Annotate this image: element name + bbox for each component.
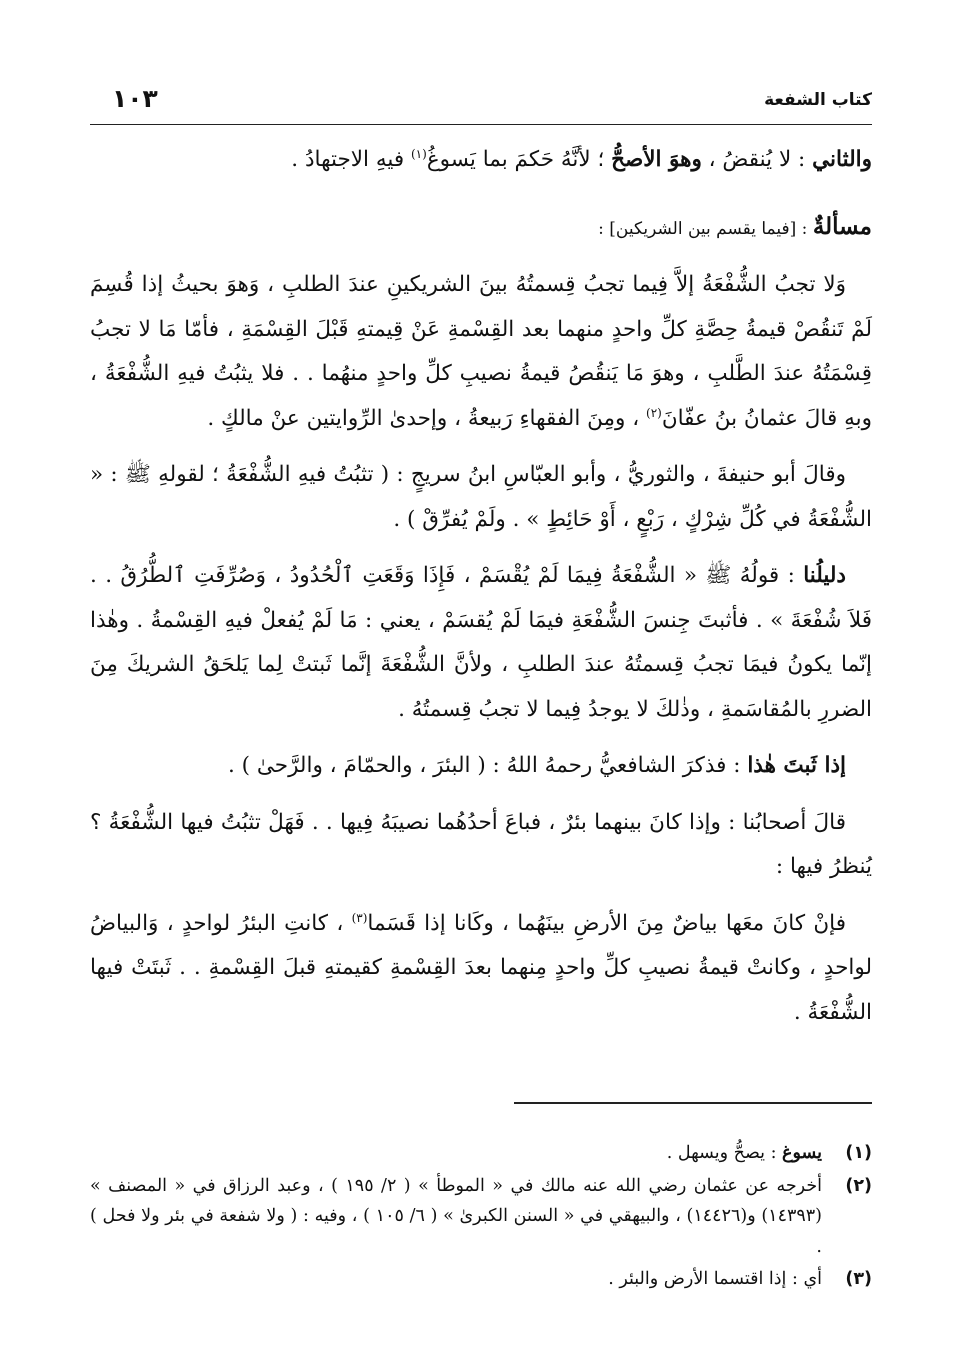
text-segment: فيهِ الاجتهادُ . [291, 147, 411, 172]
paragraph-hanafi-view [90, 453, 872, 542]
text-segment: ، كانتِ البئرُ لواحدٍ ، وَالبياضُ لواحدٍ ، وكانتْ قيمةُ نصيبِ كلِّ واحدٍ مِنهما بعدَ القِسْمةِ كقيمتهِ قبلَ القِسْمةِ . . ثَبتَتْ فيها الشُّفْعَةُ . [90, 910, 872, 1025]
chapter-title: كتاب الشفعة [764, 90, 872, 110]
footnote-number: (٣) [845, 1269, 872, 1289]
footnote-text [90, 1138, 822, 1169]
text-segment: : لا يُنقضُ ، [701, 147, 813, 172]
running-header [90, 84, 872, 125]
lead-word: دليلُنا [803, 563, 846, 588]
footnote-ref-3: (٣) [351, 910, 368, 925]
footnote [90, 1264, 872, 1295]
paragraph-shafii [90, 744, 872, 789]
footnote [90, 1138, 872, 1169]
footnote-lead: يسوغ [782, 1143, 822, 1163]
text-segment: ؛ لأنَّهُ حَكمَ بما يَسوغُ [426, 147, 612, 172]
paragraph-well [90, 801, 872, 890]
footnote-ref-2: (٢) [646, 405, 662, 420]
paragraph-well-case [90, 902, 872, 1036]
text-segment: : قولُهُ ﷺ « الشُّفْعَةُ فِيمَا لَمْ يُقْسَمْ ، فَإِذَا وَقَعَتِ ٱلْحُدُودُ ، وَصُرِّفَتِ ٱلطُّرُقُ . . فَلاَ شُفْعَةَ » . فأثبتَ جِنسَ الشُّفْعَةِ فيمَا لَمْ يُقسَمْ ، يعني : مَا لَمْ يُفعلْ فيهِ القِسْمةُ . وهٰذا إنّما يكونُ فيمَا تجبُ قِسمتُهُ عندَ الطلبِ ، ولأنَّ الشُّفْعَةَ إنَّما ثَبتتْ لِما يَلحَقُ الشريكَ مِنَ الضررِ بالمُقاسَمةِ ، وذٰلكَ لا يوجدُ فِيما لا تجبُ قِسمتُهُ . [90, 563, 872, 722]
footnote-number: (١) [845, 1143, 872, 1163]
paragraph-evidence [90, 554, 872, 732]
page-number: ١٠٣ [112, 84, 158, 113]
footnote-separator [514, 1102, 872, 1104]
paragraph-second-opinion [90, 138, 872, 183]
footnote-text [90, 1264, 822, 1295]
footnote-number: (٢) [845, 1175, 872, 1196]
text-segment: فإنْ كانَ معَها بياضٌ مِنَ الأرضِ بينَهُما ، وكَانا إذا قَسَما [367, 910, 846, 936]
issue-subtitle: : [فيما يقسم بين الشريكين] : [598, 218, 813, 239]
text-segment: وَلا تجبُ الشُّفْعَةُ إلاَّ فِيما تجبُ قِسمتُهُ بينَ الشريكينِ عندَ الطلبِ ، وَهوَ بحيثُ إذا قُسِمَ لَمْ تَنقُصْ قيمةُ حِصَّةِ كلِّ واحدٍ منهما بعد القِسْمةِ عَنْ قِيمتهِ قَبْلَ القِسْمَةِ ، فأمّا مَا لا تجبُ قِسْمَتُهُ عندَ الطَّلبِ ، وهوَ مَا يَنقُصُ قيمةُ نصيبِ كلِّ واحدٍ منهُما . . فلا يثبُتُ فيهِ الشُّفْعَةُ ، وبهِ قالَ عثمانُ بنُ عفّانَ [90, 272, 872, 431]
footnote-ref-1: (١) [410, 146, 427, 161]
footnote-body: : يصحُّ ويسهل . [666, 1143, 783, 1163]
lead-word: إذا ثَبتَ هٰذا [747, 753, 846, 778]
text-segment: : فذكرَ الشافعيُّ رحمهُ اللهُ : ( البئرَ ، والحمّامَ ، والرَّحىٰ ) . [227, 753, 748, 778]
footnote [90, 1171, 872, 1263]
footnote-body: أخرجه عن عثمان رضي الله عنه مالك في « الموطأ » ( ٢/ ١٩٥ ) ، وعبد الرزاق في « المصنف » (١٤٣٩٣) و(١٤٤٢٦) ، والبيهقي في « السنن الكبرىٰ » ( ٦/ ١٠٥ ) ، وفيه : ( ولا شفعة في بئر ولا فحل ) . [90, 1175, 822, 1257]
text-segment: قالَ أصحابُنا : وإذا كانَ بينهما بئرٌ ، فباعَ أحدُهُما نصيبَهُ فِيها . . فَهَلْ تثبُتُ فيها الشُّفْعَةُ ؟ يُنظرُ فيها : [90, 809, 872, 879]
footnote-body: أي : إذا اقتسما الأرض والبئر . [608, 1269, 822, 1289]
issue-label: مسألةٌ [812, 212, 872, 240]
paragraph-rule [90, 263, 872, 441]
text-segment: ، ومِنَ الفقهاءِ رَبيعةُ ، وإحدىٰ الرِّوايتين عنْ مالكٍ . [207, 405, 646, 431]
main-text [90, 138, 872, 1047]
lead-word: والثاني [812, 147, 872, 172]
footnote-text [90, 1171, 822, 1263]
footnotes [90, 1138, 872, 1297]
issue-heading [90, 205, 872, 252]
text-segment: وقالَ أبو حنيفةَ ، والثوريُّ ، وأبو العبّاسِ ابنُ سريجٍ : ( تثبُتُ فيهِ الشُّفْعَةُ ؛ لقولهِ ﷺ : « الشُّفْعَةُ في كُلِّ شِرْكٍ ، رَبْعٍ ، أَوْ حَائِطٍ » . ولَمْ يُفرِّقْ ) . [90, 462, 872, 532]
emphasis: وهوَ الأصحُّ [611, 147, 702, 172]
